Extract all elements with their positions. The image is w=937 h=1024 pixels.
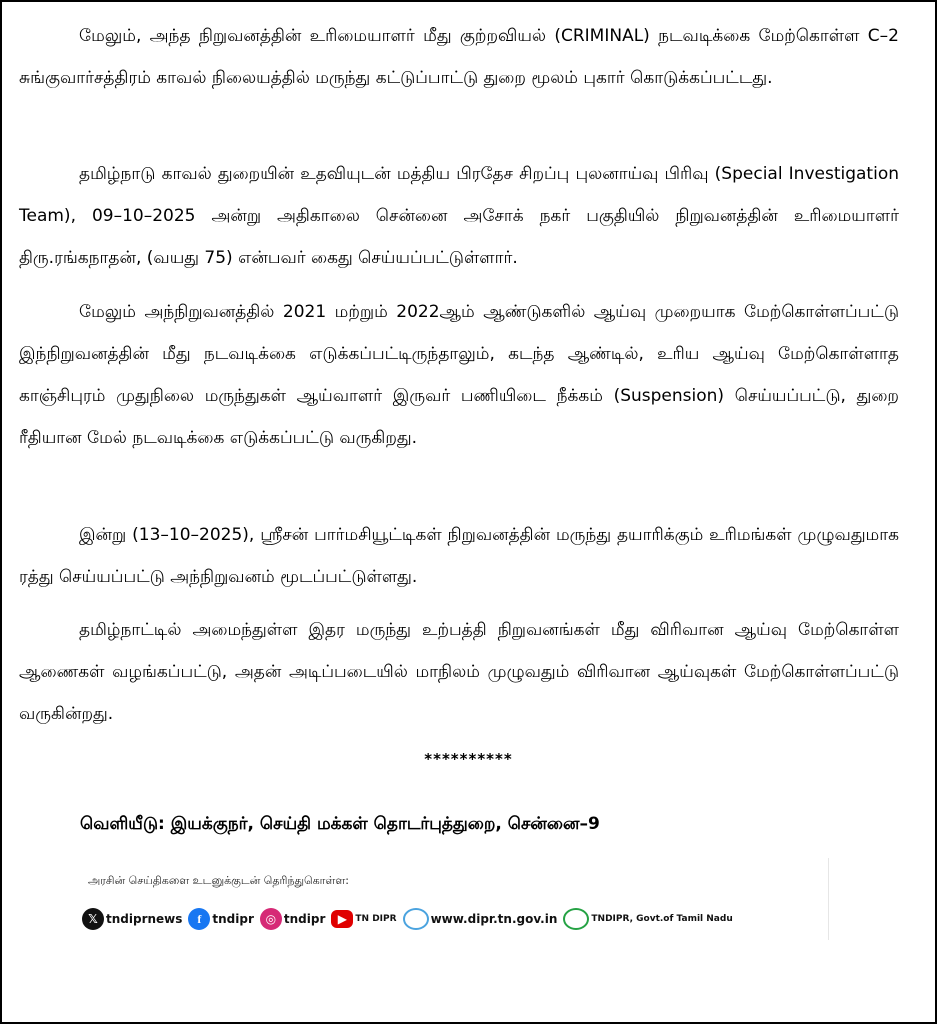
release-credit: வெளியீடு: இயக்குநர், செய்தி மக்கள் தொடர்புத்துறை, சென்னை–9: [80, 814, 600, 834]
paragraph-text: தமிழ்நாடு காவல் துறையின் உதவியுடன் மத்திய பிரதேச சிறப்பு புலனாய்வு பிரிவு (Special Investigation Team), 09–10–2025 அன்று அதிகாலை சென்னை அசோக் நகர் பகுதியில் நிறுவனத்தின் உரிமையாளர் திரு.ரங்கநாதன், (வயது 75) என்பவர் கைது செய்யப்பட்டுள்ளார்.: [19, 164, 899, 268]
instagram-icon: ◎: [260, 908, 282, 930]
paragraph-criminal-complaint: [19, 15, 899, 99]
paragraph-text: இன்று (13–10–2025), ஸ்ரீசன் பார்மசியூட்டிகள் நிறுவனத்தின் மருந்து தயாரிக்கும் உரிமங்கள் முழுவதுமாக ரத்து செய்யப்பட்டு அந்நிறுவனம் மூடப்பட்டுள்ளது.: [19, 525, 899, 587]
social-link-facebook[interactable]: [188, 908, 254, 930]
social-label: TN DIPR: [355, 914, 397, 924]
facebook-icon: f: [188, 908, 210, 930]
separator-stars: **********: [424, 750, 513, 768]
social-link-instagram[interactable]: [260, 908, 326, 930]
paragraph-text: மேலும், அந்த நிறுவனத்தின் உரிமையாளர் மீது குற்றவியல் (CRIMINAL) நடவடிக்கை மேற்கொள்ள C–2 சுங்குவார்சத்திரம் காவல் நிலையத்தில் மருந்து கட்டுப்பாட்டு துறை மூலம் புகார் கொடுக்கப்பட்டது.: [19, 26, 899, 88]
x-icon: 𝕏: [82, 908, 104, 930]
social-label: www.dipr.tn.gov.in: [430, 912, 558, 926]
paragraph-text: மேலும் அந்நிறுவனத்தில் 2021 மற்றும் 2022ஆம் ஆண்டுகளில் ஆய்வு முறையாக மேற்கொள்ளப்பட்டு இந்நிறுவனத்தின் மீது நடவடிக்கை எடுக்கப்பட்டிருந்தாலும், கடந்த ஆண்டில், உரிய ஆய்வு மேற்கொள்ளாத காஞ்சிபுரம் முதுநிலை மருந்துகள் ஆய்வாளர் இருவர் பணியிடை நீக்கம் (Suspension) செய்யப்பட்டு, துறை ரீதியான மேல் நடவடிக்கை எடுக்கப்பட்டு வருகிறது.: [19, 302, 899, 448]
social-label: tndipr: [212, 912, 254, 926]
paragraph-arrest: [19, 153, 899, 279]
whatsapp-icon: ✆: [563, 908, 589, 930]
globe-icon: ◍: [403, 908, 429, 930]
social-label: tndipr: [283, 912, 326, 926]
social-link-youtube[interactable]: [331, 910, 396, 928]
social-media-banner: [80, 858, 829, 940]
youtube-icon: ▶: [331, 910, 353, 928]
social-link-x[interactable]: [82, 908, 182, 930]
paragraph-text: தமிழ்நாட்டில் அமைந்துள்ள இதர மருந்து உற்பத்தி நிறுவனங்கள் மீது விரிவான ஆய்வு மேற்கொள்ள ஆணைகள் வழங்கப்பட்டு, அதன் அடிப்படையில் மாநிலம் முழுவதும் விரிவான ஆய்வுகள் மேற்கொள்ளப்பட்டு வருகின்றது.: [19, 620, 899, 724]
social-links-row: [82, 908, 739, 930]
social-intro-text: அரசின் செய்திகளை உடனுக்குடன் தெரிந்துகொள்ள:: [88, 874, 349, 887]
social-label: TNDIPR, Govt.of Tamil Nadu: [591, 914, 733, 924]
social-link-website[interactable]: [403, 908, 558, 930]
paragraph-license-cancelled: [19, 514, 899, 598]
paragraph-statewide-inspection: [19, 609, 899, 735]
paragraph-inspection-suspension: [19, 291, 899, 459]
social-label: tndiprnews: [106, 912, 183, 926]
social-link-whatsapp[interactable]: [563, 908, 732, 930]
